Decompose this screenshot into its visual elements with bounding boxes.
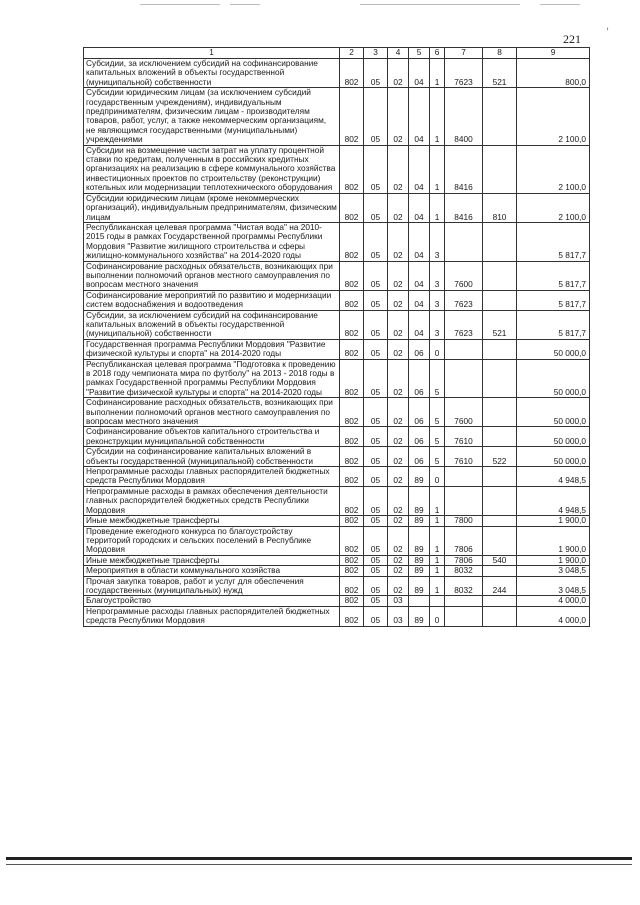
column-header-9: 9 <box>517 48 590 59</box>
program-cell: 04 <box>409 59 430 88</box>
table-row <box>84 467 590 487</box>
article-cell <box>445 222 483 261</box>
section-cell: 05 <box>364 576 388 596</box>
section-cell: 05 <box>364 59 388 88</box>
chapter-cell: 802 <box>340 566 364 576</box>
article-cell: 7600 <box>445 398 483 427</box>
table-row <box>84 145 590 193</box>
subsection-cell: 02 <box>388 427 409 447</box>
article-cell: 7623 <box>445 290 483 310</box>
section-cell: 05 <box>364 261 388 290</box>
chapter-cell: 802 <box>340 596 364 606</box>
subprogram-cell: 3 <box>430 222 445 261</box>
chapter-cell: 802 <box>340 555 364 565</box>
chapter-cell: 802 <box>340 359 364 398</box>
program-cell: 04 <box>409 145 430 193</box>
expense-type-cell: 521 <box>483 310 517 339</box>
section-cell: 05 <box>364 359 388 398</box>
expense-type-cell <box>483 427 517 447</box>
column-header-5: 5 <box>409 48 430 59</box>
section-cell: 05 <box>364 427 388 447</box>
section-cell: 05 <box>364 606 388 626</box>
expense-type-cell <box>483 566 517 576</box>
section-cell: 05 <box>364 526 388 555</box>
table-row <box>84 290 590 310</box>
name-cell: Республиканская целевая программа "Чистая вода" на 2010-2015 годы в рамках Государственной программы Республики Мордовия "Развитие жилищного строительства и сферы жилищно-коммунального хозяйства" на 2014-2020 годы <box>84 222 340 261</box>
article-cell: 7800 <box>445 516 483 526</box>
subsection-cell: 02 <box>388 526 409 555</box>
expense-type-cell: 521 <box>483 59 517 88</box>
amount-cell: 1 900,0 <box>517 555 590 565</box>
expense-type-cell <box>483 359 517 398</box>
chapter-cell: 802 <box>340 290 364 310</box>
name-cell: Мероприятия в области коммунального хозяйства <box>84 566 340 576</box>
table-row <box>84 359 590 398</box>
program-cell: 06 <box>409 359 430 398</box>
column-header-6: 6 <box>430 48 445 59</box>
chapter-cell: 802 <box>340 88 364 145</box>
name-cell: Субсидии юридическим лицам (за исключением субсидий государственным учреждениям), индивидуальным предпринимателям, физическим лицам - производителям товаров, работ, услуг, а также некоммерческим организациям, не являющимся государственными (муниципальными) учреждениями <box>84 88 340 145</box>
expense-type-cell <box>483 398 517 427</box>
budget-table <box>83 47 590 627</box>
subprogram-cell: 3 <box>430 261 445 290</box>
chapter-cell: 802 <box>340 398 364 427</box>
expense-type-cell: 244 <box>483 576 517 596</box>
table-row <box>84 261 590 290</box>
program-cell: 06 <box>409 447 430 467</box>
program-cell: 89 <box>409 467 430 487</box>
amount-cell: 4 948,5 <box>517 486 590 515</box>
subsection-cell: 02 <box>388 516 409 526</box>
subsection-cell: 03 <box>388 606 409 626</box>
table-row <box>84 398 590 427</box>
chapter-cell: 802 <box>340 526 364 555</box>
subsection-cell: 02 <box>388 59 409 88</box>
subsection-cell: 02 <box>388 486 409 515</box>
expense-type-cell <box>483 88 517 145</box>
program-cell: 04 <box>409 290 430 310</box>
section-cell: 05 <box>364 145 388 193</box>
amount-cell: 2 100,0 <box>517 193 590 222</box>
article-cell: 7610 <box>445 447 483 467</box>
subprogram-cell: 5 <box>430 447 445 467</box>
name-cell: Софинансирование мероприятий по развитию и модернизации систем водоснабжения и водоотведения <box>84 290 340 310</box>
section-cell: 05 <box>364 290 388 310</box>
chapter-cell: 802 <box>340 222 364 261</box>
section-cell: 05 <box>364 310 388 339</box>
subprogram-cell: 1 <box>430 555 445 565</box>
chapter-cell: 802 <box>340 606 364 626</box>
chapter-cell: 802 <box>340 427 364 447</box>
expense-type-cell <box>483 222 517 261</box>
scan-edge-line <box>230 4 260 5</box>
subprogram-cell: 1 <box>430 145 445 193</box>
table-row <box>84 59 590 88</box>
subprogram-cell: 1 <box>430 566 445 576</box>
program-cell: 89 <box>409 606 430 626</box>
article-cell <box>445 339 483 359</box>
amount-cell: 4 000,0 <box>517 606 590 626</box>
subsection-cell: 02 <box>388 339 409 359</box>
column-header-2: 2 <box>340 48 364 59</box>
program-cell: 04 <box>409 193 430 222</box>
section-cell: 05 <box>364 447 388 467</box>
amount-cell: 5 817,7 <box>517 310 590 339</box>
program-cell: 89 <box>409 555 430 565</box>
page-number: 221 <box>563 32 581 46</box>
name-cell: Субсидии на возмещение части затрат на уплату процентной ставки по кредитам, полученным в российских кредитных организациях на реализацию в сфере коммунального хозяйства инвестиционных проектов по строительству (реконструкции) котельных или модернизации теплотехнического оборудования <box>84 145 340 193</box>
amount-cell: 800,0 <box>517 59 590 88</box>
subprogram-cell: 3 <box>430 290 445 310</box>
article-cell: 7806 <box>445 555 483 565</box>
program-cell: 04 <box>409 88 430 145</box>
column-header-8: 8 <box>483 48 517 59</box>
program-cell: 06 <box>409 427 430 447</box>
table-row <box>84 526 590 555</box>
article-cell <box>445 467 483 487</box>
program-cell: 89 <box>409 526 430 555</box>
scan-edge-line <box>540 4 580 5</box>
section-cell: 05 <box>364 339 388 359</box>
chapter-cell: 802 <box>340 193 364 222</box>
section-cell: 05 <box>364 596 388 606</box>
subprogram-cell: 3 <box>430 310 445 339</box>
section-cell: 05 <box>364 486 388 515</box>
article-cell <box>445 359 483 398</box>
name-cell: Субсидии, за исключением субсидий на софинансирование капитальных вложений в объекты государственной (муниципальной) собственности <box>84 59 340 88</box>
section-cell: 05 <box>364 555 388 565</box>
expense-type-cell <box>483 526 517 555</box>
section-cell: 05 <box>364 566 388 576</box>
name-cell: Субсидии на софинансирование капитальных вложений в объекты государственной (муниципальной) собственности <box>84 447 340 467</box>
chapter-cell: 802 <box>340 486 364 515</box>
column-header-1: 1 <box>84 48 340 59</box>
chapter-cell: 802 <box>340 59 364 88</box>
program-cell: 89 <box>409 486 430 515</box>
subprogram-cell: 5 <box>430 359 445 398</box>
amount-cell: 50 000,0 <box>517 398 590 427</box>
article-cell: 7600 <box>445 261 483 290</box>
table-row <box>84 596 590 606</box>
subsection-cell: 02 <box>388 566 409 576</box>
expense-type-cell <box>483 290 517 310</box>
name-cell: Государственная программа Республики Мордовия "Развитие физической культуры и спорта" на 2014-2020 годы <box>84 339 340 359</box>
table-row <box>84 193 590 222</box>
subprogram-cell: 1 <box>430 516 445 526</box>
program-cell: 04 <box>409 222 430 261</box>
page-bottom-rule <box>6 864 632 865</box>
amount-cell: 2 100,0 <box>517 145 590 193</box>
name-cell: Непрограммные расходы в рамках обеспечения деятельности главных распорядителей бюджетных средств Республики Мордовия <box>84 486 340 515</box>
amount-cell: 1 900,0 <box>517 526 590 555</box>
section-cell: 05 <box>364 222 388 261</box>
amount-cell: 3 048,5 <box>517 576 590 596</box>
amount-cell: 50 000,0 <box>517 359 590 398</box>
subprogram-cell <box>430 596 445 606</box>
subsection-cell: 02 <box>388 88 409 145</box>
expense-type-cell <box>483 596 517 606</box>
amount-cell: 4 948,5 <box>517 467 590 487</box>
name-cell: Непрограммные расходы главных распорядителей бюджетных средств Республики Мордовия <box>84 467 340 487</box>
column-header-7: 7 <box>445 48 483 59</box>
subsection-cell: 02 <box>388 310 409 339</box>
expense-type-cell <box>483 261 517 290</box>
subprogram-cell: 1 <box>430 486 445 515</box>
table-row <box>84 427 590 447</box>
article-cell: 8416 <box>445 193 483 222</box>
expense-type-cell <box>483 606 517 626</box>
chapter-cell: 802 <box>340 576 364 596</box>
column-header-3: 3 <box>364 48 388 59</box>
table-row <box>84 222 590 261</box>
name-cell: Иные межбюджетные трансферты <box>84 555 340 565</box>
chapter-cell: 802 <box>340 447 364 467</box>
table-row <box>84 339 590 359</box>
article-cell: 7806 <box>445 526 483 555</box>
article-cell <box>445 596 483 606</box>
subprogram-cell: 1 <box>430 88 445 145</box>
subsection-cell: 02 <box>388 447 409 467</box>
name-cell: Софинансирование расходных обязательств, возникающих при выполнении полномочий органов местного самоуправления по вопросам местного значения <box>84 398 340 427</box>
subsection-cell: 02 <box>388 467 409 487</box>
scan-edge-line <box>360 4 520 5</box>
program-cell: 04 <box>409 261 430 290</box>
subprogram-cell: 0 <box>430 606 445 626</box>
subsection-cell: 02 <box>388 290 409 310</box>
subprogram-cell: 5 <box>430 398 445 427</box>
section-cell: 05 <box>364 516 388 526</box>
table-row <box>84 606 590 626</box>
name-cell: Прочая закупка товаров, работ и услуг для обеспечения государственных (муниципальных) нужд <box>84 576 340 596</box>
table-row <box>84 88 590 145</box>
table-row <box>84 447 590 467</box>
name-cell: Республиканская целевая программа "Подготовка к проведению в 2018 году чемпионата мира по футболу" на 2013 - 2018 годы в рамках Государственной программы Республики Мордовия "Развитие физической культуры и спорта" на 2014-2020 годы <box>84 359 340 398</box>
expense-type-cell: 540 <box>483 555 517 565</box>
page-bottom-rule <box>6 857 632 860</box>
amount-cell: 50 000,0 <box>517 447 590 467</box>
article-cell: 8416 <box>445 145 483 193</box>
chapter-cell: 802 <box>340 310 364 339</box>
amount-cell: 5 817,7 <box>517 222 590 261</box>
expense-type-cell <box>483 339 517 359</box>
article-cell <box>445 606 483 626</box>
expense-type-cell <box>483 145 517 193</box>
amount-cell: 1 900,0 <box>517 516 590 526</box>
subsection-cell: 02 <box>388 576 409 596</box>
article-cell: 7623 <box>445 59 483 88</box>
article-cell: 7610 <box>445 427 483 447</box>
subprogram-cell: 1 <box>430 193 445 222</box>
section-cell: 05 <box>364 88 388 145</box>
amount-cell: 4 000,0 <box>517 596 590 606</box>
corner-mark: , <box>606 20 610 32</box>
subprogram-cell: 1 <box>430 59 445 88</box>
program-cell: 89 <box>409 566 430 576</box>
chapter-cell: 802 <box>340 261 364 290</box>
program-cell: 89 <box>409 576 430 596</box>
table-row <box>84 566 590 576</box>
program-cell <box>409 596 430 606</box>
subsection-cell: 02 <box>388 222 409 261</box>
amount-cell: 50 000,0 <box>517 427 590 447</box>
subprogram-cell: 0 <box>430 467 445 487</box>
amount-cell: 3 048,5 <box>517 566 590 576</box>
chapter-cell: 802 <box>340 339 364 359</box>
name-cell: Иные межбюджетные трансферты <box>84 516 340 526</box>
expense-type-cell: 810 <box>483 193 517 222</box>
name-cell: Субсидии юридическим лицам (кроме некоммерческих организаций), индивидуальным предпринимателям, физическим лицам <box>84 193 340 222</box>
article-cell: 8032 <box>445 566 483 576</box>
table-row <box>84 555 590 565</box>
subsection-cell: 02 <box>388 261 409 290</box>
article-cell: 8032 <box>445 576 483 596</box>
subsection-cell: 02 <box>388 555 409 565</box>
table-row <box>84 310 590 339</box>
chapter-cell: 802 <box>340 516 364 526</box>
name-cell: Субсидии, за исключением субсидий на софинансирование капитальных вложений в объекты государственной (муниципальной) собственности <box>84 310 340 339</box>
amount-cell: 2 100,0 <box>517 88 590 145</box>
name-cell: Непрограммные расходы главных распорядителей бюджетных средств Республики Мордовия <box>84 606 340 626</box>
program-cell: 06 <box>409 339 430 359</box>
name-cell: Благоустройство <box>84 596 340 606</box>
subsection-cell: 02 <box>388 398 409 427</box>
chapter-cell: 802 <box>340 145 364 193</box>
name-cell: Проведение ежегодного конкурса по благоустройству территорий городских и сельских поселений в Республике Мордовия <box>84 526 340 555</box>
expense-type-cell <box>483 467 517 487</box>
chapter-cell: 802 <box>340 467 364 487</box>
table-row <box>84 516 590 526</box>
table-row <box>84 576 590 596</box>
amount-cell: 5 817,7 <box>517 290 590 310</box>
section-cell: 05 <box>364 193 388 222</box>
subprogram-cell: 1 <box>430 576 445 596</box>
section-cell: 05 <box>364 467 388 487</box>
article-cell: 8400 <box>445 88 483 145</box>
amount-cell: 5 817,7 <box>517 261 590 290</box>
subprogram-cell: 1 <box>430 526 445 555</box>
subsection-cell: 02 <box>388 145 409 193</box>
subsection-cell: 02 <box>388 193 409 222</box>
subprogram-cell: 0 <box>430 339 445 359</box>
subsection-cell: 03 <box>388 596 409 606</box>
expense-type-cell <box>483 516 517 526</box>
name-cell: Софинансирование объектов капитального строительства и реконструкции муниципальной собственности <box>84 427 340 447</box>
article-cell: 7623 <box>445 310 483 339</box>
subprogram-cell: 5 <box>430 427 445 447</box>
program-cell: 06 <box>409 398 430 427</box>
table-header-row <box>84 48 590 59</box>
amount-cell: 50 000,0 <box>517 339 590 359</box>
table-row <box>84 486 590 515</box>
column-header-4: 4 <box>388 48 409 59</box>
subsection-cell: 02 <box>388 359 409 398</box>
expense-type-cell <box>483 486 517 515</box>
program-cell: 89 <box>409 516 430 526</box>
article-cell <box>445 486 483 515</box>
scan-edge-line <box>140 4 220 5</box>
section-cell: 05 <box>364 398 388 427</box>
name-cell: Софинансирование расходных обязательств, возникающих при выполнении полномочий органов местного самоуправления по вопросам местного значения <box>84 261 340 290</box>
expense-type-cell: 522 <box>483 447 517 467</box>
program-cell: 04 <box>409 310 430 339</box>
